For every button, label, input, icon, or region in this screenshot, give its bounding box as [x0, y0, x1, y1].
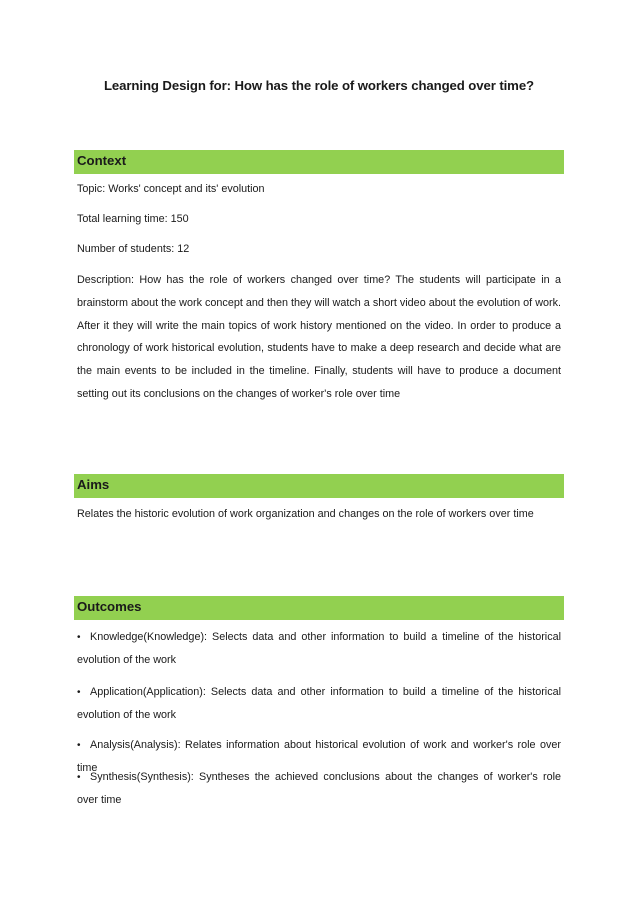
outcomes-heading: Outcomes	[74, 596, 564, 620]
context-heading: Context	[74, 150, 564, 174]
aims-heading: Aims	[74, 474, 564, 498]
context-description: Description: How has the role of workers changed over time? The students will participate in a brainstorm about the work concept and then they will watch a short video about the evolution of work. After it they will write the main topics of work history mentioned on the video. In order to produce a chronology of work historical evolution, students have to make a deep research and decide what are the main events to be included in the timeline. Finally, students will have to produce a document setting out its conclusions on the changes of worker's role over time	[77, 274, 561, 400]
context-topic: Topic: Works' concept and its' evolution	[77, 183, 265, 195]
context-students: Number of students: 12	[77, 243, 190, 255]
outcome-text: Application(Application): Selects data and other information to build a timeline of the historical evolution of the work	[77, 686, 561, 721]
aims-text: Relates the historic evolution of work organization and changes on the role of workers over time	[77, 508, 534, 520]
outcome-text: Analysis(Analysis): Relates information about historical evolution of work and worker's role over time	[77, 739, 561, 774]
outcome-text: Synthesis(Synthesis): Syntheses the achieved conclusions about the changes of worker's role over time	[77, 771, 561, 806]
bullet-icon: •	[77, 740, 81, 751]
document-title: Learning Design for: How has the role of workers changed over time?	[103, 78, 535, 93]
bullet-icon: •	[77, 687, 81, 698]
bullet-icon: •	[77, 632, 81, 643]
context-learning-time: Total learning time: 150	[77, 213, 189, 225]
outcome-item-application	[77, 681, 561, 726]
bullet-icon: •	[77, 772, 81, 783]
outcome-item-knowledge	[77, 626, 561, 671]
outcome-item-synthesis	[77, 766, 561, 811]
outcome-text: Knowledge(Knowledge): Selects data and other information to build a timeline of the historical evolution of the work	[77, 631, 561, 666]
